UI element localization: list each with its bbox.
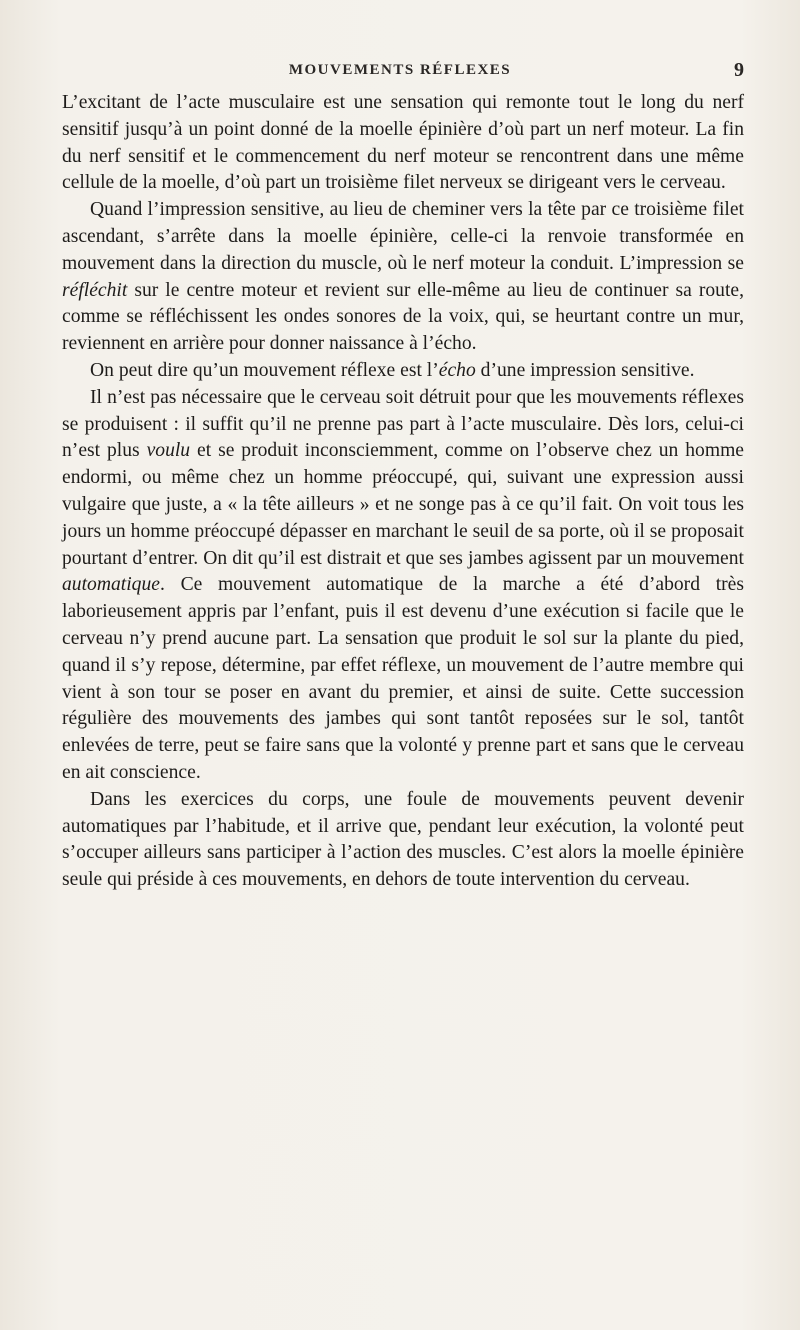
paragraph-5 bbox=[62, 787, 744, 894]
paragraph-text: Quand l’impression sensitive, au lieu de cheminer vers la tête par ce troisième filet ascendant, s’arrête dans la moelle épinière, celle-ci la renvoie transformée en mouvement dans la direction du muscle, où le nerf moteur la conduit. L’impression se bbox=[62, 199, 744, 274]
paragraph-text: On peut dire qu’un mouvement réflexe est l’ bbox=[90, 359, 439, 381]
paragraph-text: Il n’est pas nécessaire que le cerveau soit détruit pour que les mouvements réflexes se produisent : il suffit qu’il ne prenne pas part à l’acte musculaire. Dès lors, celui-ci n’est plus bbox=[62, 386, 744, 462]
body-text bbox=[62, 90, 744, 894]
paragraph-4 bbox=[62, 385, 744, 787]
running-head bbox=[0, 59, 800, 86]
paragraph-text: et se produit inconsciemment, comme on l’observe chez un homme endormi, ou même chez un homme préoccupé, qui, suivant une expression aussi vulgaire que juste, a « la tête ailleurs » et ne songe pas à ce qu’il fait. On voit tous les jours un homme préoccupé dépasser en marchant le seuil de sa porte, où il se proposait pourtant d’entrer. On dit qu’il est distrait et que ses jambes agissent par un mouvement bbox=[62, 440, 745, 569]
paragraph-text: d’une impression sensitive. bbox=[475, 359, 695, 381]
italic-term: écho bbox=[438, 359, 476, 381]
running-title: MOUVEMENTS RÉFLEXES bbox=[288, 62, 512, 78]
paragraph-1 bbox=[62, 90, 744, 197]
italic-term: automatique bbox=[62, 574, 160, 596]
italic-term: réfléchit bbox=[62, 279, 128, 301]
paragraph-text: sur le centre moteur et revient sur elle-même au lieu de continuer sa route, comme se réfléchissent les ondes sonores de la voix, qui, se heurtant contre un mur, reviennent en arrière pour donner naissance à l’écho. bbox=[62, 279, 744, 355]
italic-term: voulu bbox=[146, 440, 191, 462]
paragraph-2 bbox=[62, 197, 744, 358]
page-number: 9 bbox=[734, 59, 744, 81]
paragraph-text: Dans les exercices du corps, une foule de mouvements peuvent devenir automatiques par l’habitude, et il arrive que, pendant leur exécution, la volonté peut s’occuper ailleurs sans participer à l’action des muscles. C’est alors la moelle épinière seule qui préside à ces mouvements, en dehors de toute intervention du cerveau. bbox=[62, 788, 744, 891]
paragraph-3 bbox=[62, 358, 744, 385]
paragraph-text: . Ce mouvement automatique de la marche a été d’abord très laborieusement appris par l’enfant, puis il est devenu d’une exécution si facile que le cerveau n’y prend aucune part. La sensation que produit le sol sur la plante du pied, quand il s’y repose, détermine, par effet réflexe, un mouvement de l’autre membre qui vient à son tour se poser en avant du premier, et ainsi de suite. Cette succession régulière des mouvements des jambes qui sont tantôt reposées sur le sol, tantôt enlevées de terre, peut se faire sans que la volonté y prenne part et sans que le cerveau en ait conscience. bbox=[62, 574, 744, 783]
paragraph-text: L’excitant de l’acte musculaire est une sensation qui remonte tout le long du nerf sensitif jusqu’à un point donné de la moelle épinière d’où part un nerf moteur. La fin du nerf sensitif et le commencement du nerf moteur se rencontrent dans une même cellule de la moelle, d’où part un troisième filet nerveux se dirigeant vers le cerveau. bbox=[62, 92, 744, 194]
